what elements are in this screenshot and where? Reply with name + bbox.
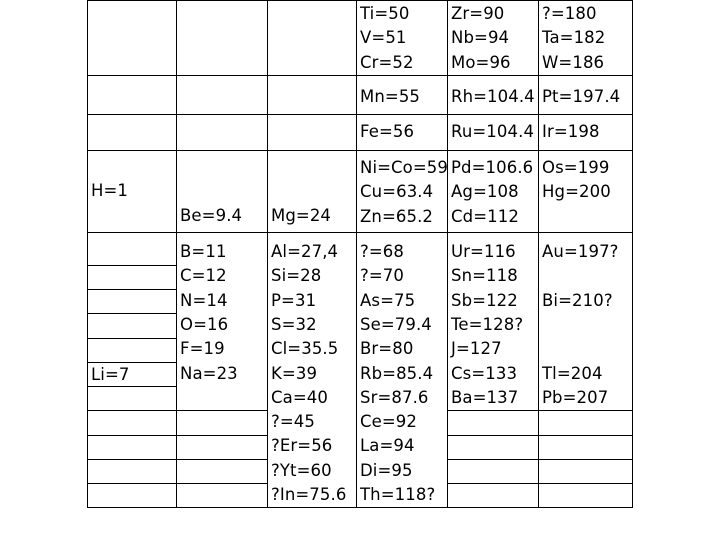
cell-text: H=1 [91, 181, 129, 200]
cell-text: Rh=104.4 [451, 87, 535, 106]
cell-text: Ag=108 [451, 182, 519, 202]
cell-text: O=16 [180, 314, 229, 334]
cell-text: ?=45 [271, 412, 315, 432]
cell-text: ?Yt=60 [271, 460, 332, 480]
cell-text: Zr=90 [451, 4, 505, 23]
cell-text: Cd=112 [451, 206, 519, 226]
cell-text: Fe=56 [360, 122, 415, 141]
cell-text: Bi=210? [542, 290, 613, 310]
cell-text: Ta=182 [542, 28, 606, 48]
cell-text: ?In=75.6 [271, 485, 347, 504]
cell-text: Nb=94 [451, 28, 510, 48]
cell-text: Tl=204 [542, 363, 603, 383]
cell-text: N=14 [180, 290, 228, 310]
cell-text: Sn=118 [451, 266, 518, 286]
cell-text: B=11 [180, 242, 227, 261]
cell-text: Cl=35.5 [271, 339, 339, 359]
cell-text: Pb=207 [542, 387, 609, 407]
cell-text: Te=128? [451, 314, 524, 334]
cell-text: W=186 [542, 52, 605, 72]
cell-text: Mo=96 [451, 52, 511, 72]
cell-text: S=32 [271, 314, 317, 334]
cell-text: Al=27,4 [271, 242, 339, 261]
cell-text: Se=79.4 [360, 314, 432, 334]
cell-text: Pd=106.6 [451, 158, 534, 177]
cell-text: Si=28 [271, 266, 322, 286]
cell-text: ?=68 [360, 242, 404, 261]
cell-text: ?Er=56 [271, 436, 333, 456]
cell-text: Zn=65.2 [360, 206, 434, 226]
cell-text: P=31 [271, 290, 317, 310]
cell-text: V=51 [360, 28, 407, 48]
cell-text: Ru=104.4 [451, 122, 535, 141]
cell-text: Sb=122 [451, 290, 518, 310]
cell-text: Cs=133 [451, 363, 518, 383]
cell-text: Au=197? [542, 242, 619, 261]
cell-text: Ir=198 [542, 122, 600, 141]
cell-text: ?=70 [360, 266, 404, 286]
cell-text: La=94 [360, 436, 415, 456]
cell-text: Cr=52 [360, 52, 414, 72]
cell-text: ?=180 [542, 4, 597, 23]
cell-text: C=12 [180, 266, 227, 286]
cell-text: Cu=63.4 [360, 182, 434, 202]
cell-text: Mg=24 [271, 206, 332, 225]
cell-text: Ce=92 [360, 412, 417, 432]
cell-text: Ur=116 [451, 242, 516, 261]
cell-text: Na=23 [180, 363, 238, 383]
cell-text: Hg=200 [542, 182, 611, 202]
cell-text: Ni=Co=59 [360, 158, 448, 177]
cell-text: Mn=55 [360, 87, 421, 106]
cell-text: Ti=50 [360, 4, 410, 23]
cell-text: As=75 [360, 290, 416, 310]
cell-text: Pt=197.4 [542, 87, 621, 106]
cell-text: Li=7 [91, 365, 130, 384]
cell-text: F=19 [180, 339, 225, 359]
cell-text: Di=95 [360, 460, 413, 480]
cell-text: Ca=40 [271, 387, 328, 407]
cell-text: J=127 [451, 339, 502, 359]
cell-text: K=39 [271, 363, 318, 383]
cell-text: Br=80 [360, 339, 414, 359]
cell-text: Os=199 [542, 158, 610, 177]
cell-text: Rb=85.4 [360, 363, 434, 383]
cell-text: Sr=87.6 [360, 387, 429, 407]
cell-text: Be=9.4 [180, 206, 243, 225]
cell-text: Ba=137 [451, 387, 519, 407]
cell-text: Th=118? [360, 485, 436, 504]
